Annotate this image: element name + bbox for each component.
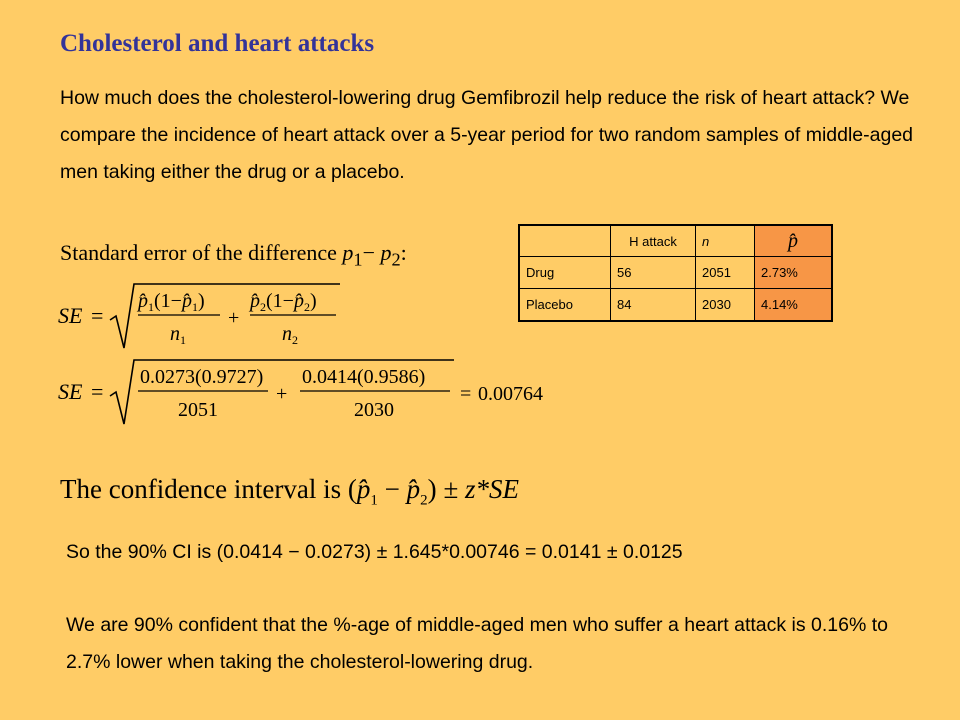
table-cell: Drug bbox=[519, 257, 611, 289]
table-header-cell bbox=[696, 225, 755, 257]
se-formula-numeric bbox=[58, 356, 578, 428]
ci-calculation: So the 90% CI is (0.0414 − 0.0273) ± 1.645*0.00746 = 0.0141 ± 0.0125 bbox=[66, 541, 683, 563]
table-header-cell bbox=[755, 225, 833, 257]
table-cell: 2051 bbox=[696, 257, 755, 289]
denominator-2: 2030 bbox=[354, 399, 394, 421]
denominator-1: $n_1$ bbox=[170, 323, 186, 347]
numerator-1: $p̂_1(1-p̂_1)$ bbox=[138, 290, 205, 314]
se-heading-sub1: 1 bbox=[353, 249, 363, 270]
conclusion-paragraph: We are 90% confident that the %-age of middle-aged men who suffer a heart attack is 0.16% to 2.7% lower when taking the cholesterol-lowering drug. bbox=[66, 614, 889, 673]
table-row bbox=[519, 257, 832, 289]
slide-title: Cholesterol and heart attacks bbox=[60, 30, 375, 57]
se-heading-sub2: 2 bbox=[391, 249, 401, 270]
table-cell: 2030 bbox=[696, 289, 755, 322]
denominator-1: 2051 bbox=[178, 399, 218, 421]
p-hat-header: p̂ bbox=[788, 229, 798, 252]
result-equals: = bbox=[460, 383, 472, 405]
se-heading bbox=[60, 240, 407, 270]
se-heading-var1: p bbox=[342, 240, 354, 265]
denominator-2: $n_2$ bbox=[282, 323, 298, 347]
n-header: n bbox=[702, 233, 710, 249]
se-heading-colon: : bbox=[400, 240, 407, 265]
numerator-1: 0.0273(0.9727) bbox=[140, 366, 264, 388]
confidence-interval-formula bbox=[60, 474, 519, 509]
ci-prefix: The confidence interval is bbox=[60, 474, 342, 504]
ci-expression: ($p̂_1$ − $p̂_2$) bbox=[347, 474, 437, 509]
se-heading-text: Standard error of the difference bbox=[60, 240, 337, 265]
table-cell: 4.14% bbox=[755, 289, 833, 322]
table-row bbox=[519, 289, 832, 322]
formula-equals: = bbox=[91, 303, 104, 328]
formula-lhs: SE bbox=[58, 303, 83, 328]
se-formula-general bbox=[58, 280, 358, 352]
table-header-cell: H attack bbox=[611, 225, 696, 257]
table-cell: Placebo bbox=[519, 289, 611, 322]
numerator-2: $p̂_2(1-p̂_2)$ bbox=[250, 290, 317, 314]
plus-sign: + bbox=[276, 383, 288, 405]
intro-paragraph: How much does the cholesterol-lowering drug Gemfibrozil help reduce the risk of heart attack? We compare the incidence of heart attack over a 5-year period for two random samples of middle-aged men taking either the drug or a placebo. bbox=[60, 87, 914, 183]
se-heading-var2: p bbox=[380, 240, 392, 265]
formula-equals: = bbox=[91, 379, 104, 404]
table-cell: 56 bbox=[611, 257, 696, 289]
se-result: 0.00764 bbox=[478, 383, 543, 405]
ci-suffix: ± z*SE bbox=[443, 474, 519, 504]
numerator-2: 0.0414(0.9586) bbox=[302, 366, 426, 388]
se-heading-minus: − bbox=[362, 240, 375, 265]
plus-sign: + bbox=[228, 307, 240, 329]
table-cell: 84 bbox=[611, 289, 696, 322]
table-header-row bbox=[519, 225, 832, 257]
formula-lhs: SE bbox=[58, 379, 83, 404]
table-header-cell bbox=[519, 225, 611, 257]
table-cell: 2.73% bbox=[755, 257, 833, 289]
data-table bbox=[518, 224, 833, 322]
